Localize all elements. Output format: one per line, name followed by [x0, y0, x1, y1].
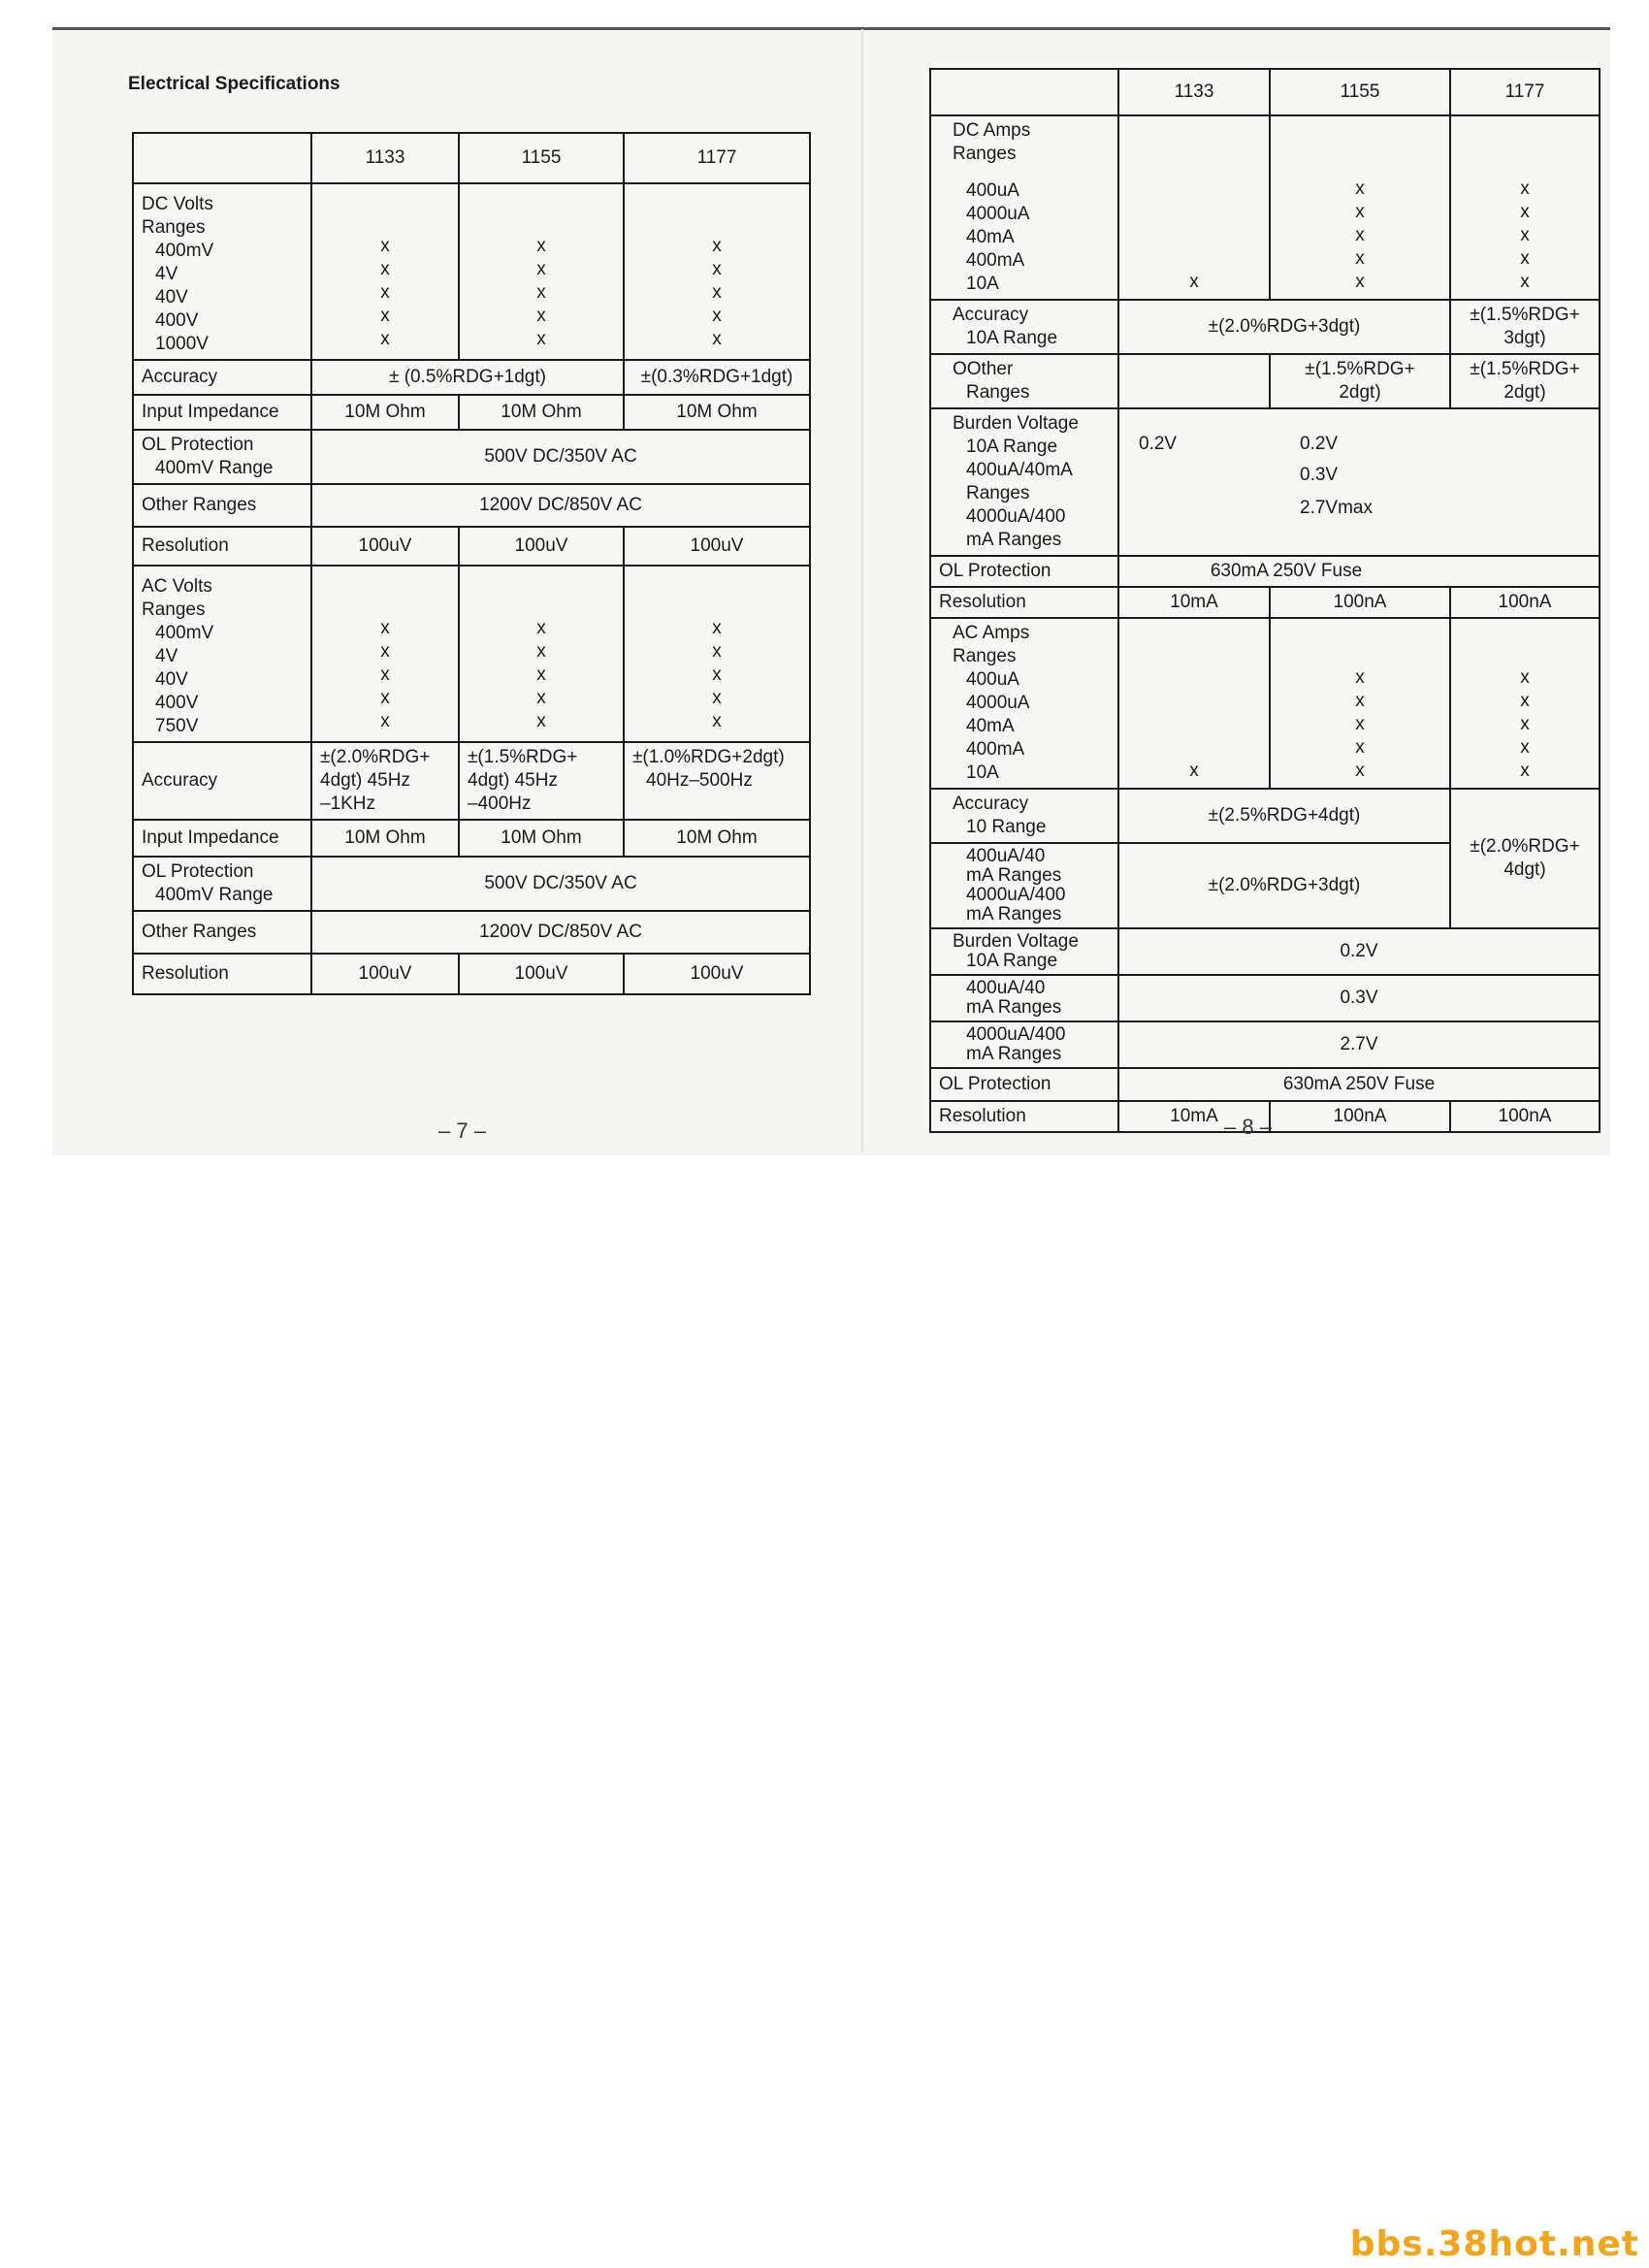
accuracy-line: ±(2.0%RDG+	[320, 747, 431, 767]
row-label: Resolution	[133, 954, 311, 994]
accuracy-line: –400Hz	[468, 794, 532, 814]
mark: x	[1355, 714, 1365, 734]
mark: x	[712, 282, 722, 303]
row-sublabel: mA Ranges	[966, 530, 1062, 550]
other-line: ±(1.5%RDG+	[1305, 359, 1415, 379]
mark: x	[712, 329, 722, 349]
other-cell	[1270, 354, 1450, 408]
resolution-value: 100nA	[1270, 587, 1450, 618]
mark: x	[380, 329, 390, 349]
mark: x	[536, 259, 546, 279]
mark: x	[1355, 178, 1365, 199]
marks-1177	[1450, 115, 1600, 300]
header-corner	[133, 133, 311, 183]
range-label: 4V	[155, 646, 178, 666]
col-header: 1155	[459, 133, 624, 183]
mark: x	[1189, 761, 1199, 781]
accuracy-cell	[624, 742, 810, 820]
other-line: 2dgt)	[1504, 382, 1546, 403]
row-label: OL Protection	[930, 556, 1118, 587]
marks-1155	[1270, 115, 1450, 300]
row-sublabel: mA Ranges	[966, 865, 1062, 886]
ol-value: 630mA 250V Fuse	[1118, 1068, 1600, 1101]
accuracy-cell	[459, 742, 624, 820]
ranges-label: Ranges	[953, 646, 1017, 666]
ol-text: 630mA 250V Fuse	[1210, 561, 1363, 581]
mark	[1127, 178, 1261, 201]
marks-1155	[459, 183, 624, 360]
col-header: 1177	[624, 133, 810, 183]
row-label: Accuracy	[133, 360, 311, 395]
range-label: 40mA	[966, 227, 1015, 247]
section-label: DC Amps	[953, 120, 1031, 141]
mark: x	[1355, 272, 1365, 292]
ol-value: 500V DC/350V AC	[311, 857, 810, 911]
ol-value: 1200V DC/850V AC	[311, 911, 810, 954]
resolution-value: 100uV	[624, 527, 810, 566]
section-label: AC Amps	[953, 623, 1030, 643]
other-cell	[1450, 354, 1600, 408]
mark: x	[380, 664, 390, 685]
accuracy-line: 3dgt)	[1504, 328, 1546, 348]
mark	[1127, 690, 1261, 713]
page-number: – 7 –	[438, 1118, 486, 1143]
mark: x	[712, 641, 722, 662]
row-sublabel: mA Ranges	[966, 1044, 1062, 1064]
mark: x	[712, 618, 722, 638]
impedance-value: 10M Ohm	[624, 395, 810, 430]
mark	[1127, 713, 1261, 736]
range-label: 40mA	[966, 716, 1015, 736]
row-sublabel: mA Ranges	[966, 904, 1062, 924]
mark: x	[712, 664, 722, 685]
mark: x	[1520, 714, 1530, 734]
range-label: 4000uA	[966, 204, 1030, 224]
marks-1155	[459, 566, 624, 742]
col-header: 1133	[311, 133, 459, 183]
other-line: 2dgt)	[1339, 382, 1381, 403]
mark: x	[380, 711, 390, 731]
mark: x	[1520, 202, 1530, 222]
mark	[1127, 224, 1261, 247]
row-label: Resolution	[930, 1101, 1118, 1132]
row-sublabel: Ranges	[966, 483, 1030, 503]
mark: x	[536, 329, 546, 349]
mark: x	[1189, 272, 1199, 292]
mark: x	[536, 688, 546, 708]
col-header: 1155	[1270, 69, 1450, 115]
row-label: Burden Voltage	[953, 931, 1079, 952]
impedance-value: 10M Ohm	[624, 820, 810, 857]
mark: x	[1520, 737, 1530, 758]
row-label: Accuracy	[133, 742, 311, 820]
mark	[1127, 201, 1261, 224]
mark: x	[536, 711, 546, 731]
row-sublabel: Ranges	[966, 382, 1030, 403]
range-label: 400V	[155, 310, 199, 331]
mark: x	[712, 259, 722, 279]
accuracy-label-cell	[930, 300, 1118, 354]
row-sublabel: 4000uA/400	[966, 506, 1066, 527]
marks-1133	[311, 566, 459, 742]
mark: x	[1520, 761, 1530, 781]
mark: x	[1520, 225, 1530, 245]
range-label: 400uA	[966, 180, 1019, 201]
mark: x	[536, 236, 546, 256]
row-sublabel: 10 Range	[966, 817, 1047, 837]
marks-1177	[1450, 618, 1600, 789]
row-label: Accuracy	[953, 305, 1029, 325]
mark: x	[1520, 691, 1530, 711]
marks-1177	[624, 566, 810, 742]
page-number: – 8 –	[1224, 1115, 1272, 1139]
burden-values-cell	[1118, 408, 1600, 556]
section-label: DC Volts	[142, 194, 213, 214]
burden-value: 2.7V	[1118, 1021, 1600, 1068]
range-label: 4V	[155, 264, 178, 284]
accuracy-cell	[1450, 300, 1600, 354]
impedance-value: 10M Ohm	[459, 820, 624, 857]
accuracy-cell	[1450, 789, 1600, 928]
mark: x	[1520, 248, 1530, 269]
burden-label-cell	[930, 928, 1118, 975]
mark: x	[1355, 202, 1365, 222]
mark: x	[536, 282, 546, 303]
dc-amps-ranges-cell	[930, 115, 1118, 300]
mark: x	[1355, 761, 1365, 781]
accuracy-value: ±(0.3%RDG+1dgt)	[624, 360, 810, 395]
range-label: 40V	[155, 287, 188, 308]
row-label: Resolution	[930, 587, 1118, 618]
resolution-value: 100uV	[311, 954, 459, 994]
ac-amps-ranges-cell	[930, 618, 1118, 789]
ac-volts-ranges-cell	[133, 566, 311, 742]
accuracy-line: ±(2.0%RDG+	[1470, 836, 1580, 857]
row-sublabel: mA Ranges	[966, 997, 1062, 1018]
marks-1133	[1118, 115, 1270, 300]
accuracy-other-label-cell	[930, 843, 1118, 928]
mark: x	[712, 711, 722, 731]
marks-1133	[1118, 618, 1270, 789]
range-label: 400uA	[966, 669, 1019, 690]
row-sublabel: 400mV Range	[155, 885, 274, 905]
mark: x	[1520, 178, 1530, 199]
col-header: 1177	[1450, 69, 1600, 115]
mark	[1127, 247, 1261, 271]
accuracy-cell	[311, 742, 459, 820]
row-label: OL Protection	[142, 435, 254, 455]
mark: x	[712, 688, 722, 708]
empty-cell	[1118, 354, 1270, 408]
accuracy-line: 4dgt) 45Hz	[320, 770, 410, 791]
other-ranges-label-cell	[930, 354, 1118, 408]
mark: x	[1355, 667, 1365, 688]
burden-value: 0.3V	[1300, 465, 1339, 485]
resolution-value: 100uV	[459, 527, 624, 566]
resolution-value: 10mA	[1118, 587, 1270, 618]
accuracy-value: ±(2.0%RDG+3dgt)	[1118, 843, 1450, 928]
row-label: OOther	[953, 359, 1014, 379]
row-sublabel: 10A Range	[966, 328, 1058, 348]
mark: x	[380, 618, 390, 638]
header-corner	[930, 69, 1118, 115]
row-label: OL Protection	[930, 1068, 1118, 1101]
col-header: 1133	[1118, 69, 1270, 115]
marks-1155	[1270, 618, 1450, 789]
accuracy-value: ±(2.0%RDG+3dgt)	[1118, 300, 1450, 354]
watermark: bbs.38hot.net	[1349, 2224, 1639, 2264]
resolution-value: 100nA	[1270, 1101, 1450, 1132]
burden-label-cell	[930, 408, 1118, 556]
burden-value: 0.2V	[1139, 434, 1178, 454]
burden-label-cell	[930, 1021, 1118, 1068]
range-label: 400V	[155, 693, 199, 713]
ol-protection-label	[133, 430, 311, 484]
accuracy-line: ±(1.5%RDG+	[468, 747, 578, 767]
range-label: 400mA	[966, 250, 1025, 271]
range-label: 1000V	[155, 334, 209, 354]
ol-protection-label	[133, 857, 311, 911]
row-sublabel: Other Ranges	[133, 911, 311, 954]
marks-1177	[624, 183, 810, 360]
mark: x	[380, 641, 390, 662]
mark	[1127, 666, 1261, 690]
section-label: AC Volts	[142, 576, 212, 597]
range-label: 750V	[155, 716, 199, 736]
accuracy-value: ± (0.5%RDG+1dgt)	[311, 360, 624, 395]
mark: x	[1355, 248, 1365, 269]
page-title: Electrical Specifications	[128, 74, 340, 94]
row-sublabel: 10A Range	[966, 437, 1058, 457]
mark: x	[380, 236, 390, 256]
accuracy-label-cell	[930, 789, 1118, 843]
accuracy-line: ±(1.5%RDG+	[1470, 305, 1580, 325]
row-label: Input Impedance	[133, 820, 311, 857]
burden-value: 0.3V	[1118, 975, 1600, 1021]
range-label: 40V	[155, 669, 188, 690]
ranges-label: Ranges	[142, 599, 206, 620]
range-label: 400mV	[155, 623, 214, 643]
row-label: Burden Voltage	[953, 413, 1079, 434]
range-label: 400mA	[966, 739, 1025, 760]
resolution-value: 100nA	[1450, 587, 1600, 618]
mark: x	[536, 664, 546, 685]
mark: x	[1520, 667, 1530, 688]
burden-value: 2.7Vmax	[1300, 498, 1373, 518]
row-sublabel: 400uA/40mA	[966, 460, 1073, 480]
resolution-value: 100uV	[624, 954, 810, 994]
mark: x	[712, 236, 722, 256]
ol-value	[1118, 556, 1600, 587]
row-label: Resolution	[133, 527, 311, 566]
mark	[1127, 736, 1261, 760]
mark: x	[1355, 691, 1365, 711]
row-label: Input Impedance	[133, 395, 311, 430]
range-label: 10A	[966, 762, 999, 783]
row-sublabel: 10A Range	[966, 951, 1058, 971]
mark: x	[380, 259, 390, 279]
mark: x	[1520, 272, 1530, 292]
row-sublabel: 400uA/40	[966, 846, 1046, 866]
burden-value: 0.2V	[1118, 928, 1600, 975]
row-label: Accuracy	[953, 794, 1029, 814]
mark: x	[536, 618, 546, 638]
ol-value: 1200V DC/850V AC	[311, 484, 810, 527]
resolution-value: 100uV	[311, 527, 459, 566]
left-spec-table	[132, 132, 811, 995]
mark: x	[712, 306, 722, 326]
resolution-value: 100nA	[1450, 1101, 1600, 1132]
page-fold	[861, 29, 863, 1152]
row-sublabel: 4000uA/400	[966, 1024, 1066, 1045]
range-label: 10A	[966, 274, 999, 294]
row-sublabel: 400uA/40	[966, 978, 1046, 998]
accuracy-line: 40Hz–500Hz	[646, 770, 753, 791]
accuracy-line: ±(1.0%RDG+2dgt)	[632, 747, 785, 767]
accuracy-value: ±(2.5%RDG+4dgt)	[1118, 789, 1450, 843]
ol-value: 500V DC/350V AC	[311, 430, 810, 484]
row-sublabel: Other Ranges	[133, 484, 311, 527]
impedance-value: 10M Ohm	[311, 820, 459, 857]
mark: x	[1355, 225, 1365, 245]
other-line: ±(1.5%RDG+	[1470, 359, 1580, 379]
row-label: OL Protection	[142, 861, 254, 882]
mark: x	[380, 282, 390, 303]
accuracy-line: –1KHz	[320, 794, 376, 814]
row-sublabel: 400mV Range	[155, 458, 274, 478]
right-spec-table	[929, 68, 1600, 1133]
mark: x	[380, 306, 390, 326]
mark: x	[380, 688, 390, 708]
burden-label-cell	[930, 975, 1118, 1021]
resolution-value: 100uV	[459, 954, 624, 994]
ranges-label: Ranges	[142, 217, 206, 238]
mark: x	[536, 641, 546, 662]
ranges-label: Ranges	[953, 144, 1017, 164]
burden-value: 0.2V	[1300, 434, 1339, 454]
marks-1133	[311, 183, 459, 360]
resolution-value: 10mA	[1118, 1101, 1270, 1132]
range-label: 4000uA	[966, 693, 1030, 713]
impedance-value: 10M Ohm	[311, 395, 459, 430]
impedance-value: 10M Ohm	[459, 395, 624, 430]
accuracy-line: 4dgt) 45Hz	[468, 770, 558, 791]
dc-volts-ranges-cell	[133, 183, 311, 360]
mark: x	[536, 306, 546, 326]
row-sublabel: 4000uA/400	[966, 885, 1066, 905]
mark: x	[1355, 737, 1365, 758]
accuracy-line: 4dgt)	[1504, 859, 1546, 880]
range-label: 400mV	[155, 241, 214, 261]
